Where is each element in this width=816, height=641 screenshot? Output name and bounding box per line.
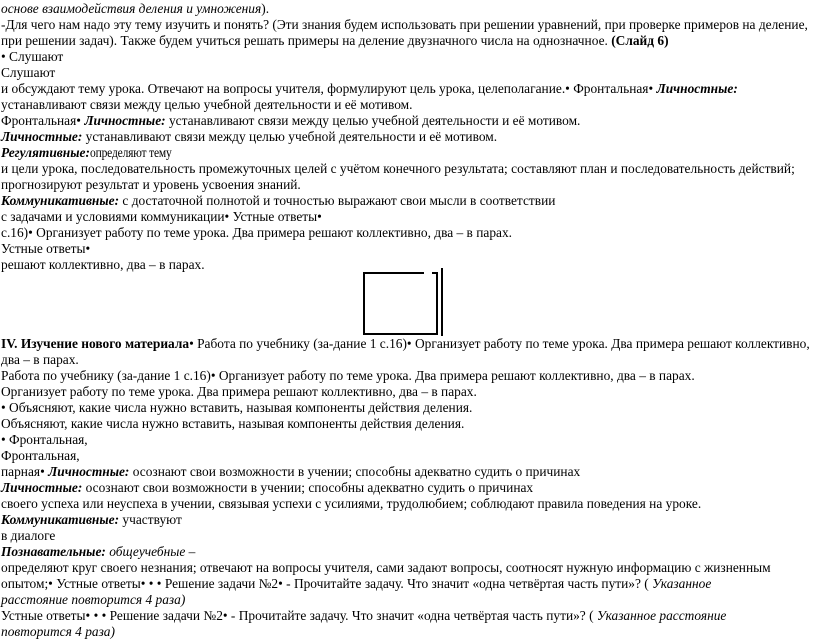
text-fragment: с задачами и условиями коммуникации• Устные ответы• — [1, 209, 322, 224]
empty-frame — [363, 272, 438, 335]
heading-fragment: Познавательные: — [1, 544, 106, 559]
text-fragment: и обсуждают тему урока. Отвечают на вопросы учителя, формулируют цель урока, целеполагание.• Фронтальная• — [1, 81, 657, 96]
text-line — [1, 496, 701, 513]
text-fragment: устанавливают связи между целью учебной деятельности и её мотивом. — [82, 129, 498, 144]
text-line — [1, 448, 80, 465]
italic-fragment: повторится 4 раза) — [1, 624, 115, 639]
text-fragment: ). — [261, 1, 270, 16]
slide-reference: (Слайд 6) — [611, 33, 669, 48]
italic-fragment: общеучебные — [105, 544, 186, 559]
text-fragment: в диалоге — [1, 528, 56, 543]
italic-fragment: Указанное — [648, 576, 712, 591]
text-fragment: участвуют — [119, 512, 182, 527]
text-line — [1, 512, 182, 529]
text-line — [1, 17, 808, 34]
text-fragment: определяют круг своего незнания; отвечают на вопросы учителя, сами задают вопросы, соотносят нужную информацию с жизненным — [1, 560, 771, 575]
text-fragment: – — [185, 544, 196, 559]
text-line — [1, 241, 90, 258]
italic-fragment: расстояние повторится 4 раза) — [1, 592, 186, 607]
text-line — [1, 257, 205, 274]
heading-fragment: Личностные: — [656, 81, 738, 96]
text-fragment: • Фронтальная, — [1, 432, 88, 447]
text-fragment: определяют тему — [89, 145, 172, 160]
heading-fragment: Личностные: — [48, 464, 130, 479]
text-line — [1, 464, 580, 481]
text-fragment: устанавливают связи между целью учебной деятельности и её мотивом. — [165, 113, 581, 128]
text-fragment: Устные ответы• • • Решение задачи №2• - Прочитайте задачу. Что значит «одна четвёртая часть пути»? ( — [1, 608, 594, 623]
text-line — [1, 352, 79, 369]
section-heading: IV. Изучение нового материала — [1, 336, 190, 351]
heading-fragment: Коммуникативные: — [1, 193, 120, 208]
text-line — [1, 368, 695, 385]
text-line — [1, 33, 669, 50]
text-fragment: два – в парах. — [1, 352, 79, 367]
text-fragment: -Для чего нам надо эту тему изучить и понять? (Эти знания будем использовать при решении уравнений, при проверке примеров на деление, — [1, 17, 808, 32]
text-fragment: Организует работу по теме урока. Два примера решают коллективно, два – в парах. — [1, 384, 477, 399]
text-line — [1, 560, 771, 577]
text-fragment: Слушают — [1, 65, 56, 80]
text-fragment: устанавливают связи между целью учебной деятельности и её мотивом. — [1, 97, 413, 112]
text-fragment: и цели урока, последовательность промежуточных целей с учётом конечного результата; составляют план и последовательность действий; — [1, 161, 795, 176]
text-line — [1, 336, 810, 353]
text-fragment: • Объясняют, какие числа нужно вставить, называя компоненты действия деления. — [1, 400, 473, 415]
heading-fragment: Личностные: — [1, 129, 83, 144]
text-fragment: парная• — [1, 464, 49, 479]
text-line — [1, 97, 412, 114]
text-line — [1, 1, 269, 18]
text-fragment: с.16)• Организует работу по теме урока. Два примера решают коллективно, два – в парах. — [1, 225, 513, 240]
text-fragment: решают коллективно, два – в парах. — [1, 257, 205, 272]
text-fragment: своего успеха или неуспеха в учении, связывая успехи с усилиями, трудолюбием; соблюдают правила поведения на уроке. — [1, 496, 702, 511]
text-line — [1, 145, 185, 162]
text-fragment: прогнозируют результат и уровень усвоения знаний. — [1, 177, 301, 192]
text-fragment: • Работа по учебнику (за-дание 1 с.16)• Организует работу по теме урока. Два примера решают коллективно, — [189, 336, 810, 351]
text-line — [1, 225, 512, 242]
heading-fragment: Личностные: — [1, 480, 83, 495]
text-fragment: Объясняют, какие числа нужно вставить, называя компоненты действия деления. — [1, 416, 465, 431]
text-line — [1, 544, 195, 561]
text-line — [1, 608, 726, 625]
text-line — [1, 65, 55, 82]
italic-fragment: основе взаимодействия деления и умножения — [1, 1, 262, 16]
text-fragment: Фронтальная, — [1, 448, 80, 463]
text-line — [1, 81, 738, 98]
text-fragment: осознают свои возможности в учении; способны адекватно судить о причинах — [82, 480, 534, 495]
text-fragment: • Слушают — [1, 49, 64, 64]
text-line — [1, 129, 497, 146]
text-line — [1, 416, 464, 433]
text-line — [1, 480, 533, 497]
text-fragment: Устные ответы• — [1, 241, 91, 256]
text-fragment: опытом;• Устные ответы• • • Решение задачи №2• - Прочитайте задачу. Что значит «одна четвёртая часть пути»? ( — [1, 576, 649, 591]
italic-fragment: Указанное расстояние — [593, 608, 727, 623]
text-line — [1, 49, 63, 66]
heading-fragment: Регулятивные: — [1, 145, 90, 160]
text-fragment: при решении задач). Также будем учиться решать примеры на деление двузначного числа на однозначное. — [1, 33, 612, 48]
heading-fragment: Личностные: — [84, 113, 166, 128]
text-line — [1, 209, 322, 226]
frame-side-line — [441, 268, 443, 336]
text-fragment: Работа по учебнику (за-дание 1 с.16)• Организует работу по теме урока. Два примера решают коллективно, два – в парах. — [1, 368, 695, 383]
text-line — [1, 432, 88, 449]
text-line — [1, 193, 555, 210]
text-line — [1, 113, 580, 130]
text-fragment: Фронтальная• — [1, 113, 85, 128]
text-line — [1, 400, 472, 417]
text-fragment: с достаточной полнотой и точностью выражают свои мысли в соответствии — [119, 193, 556, 208]
frame-gap — [424, 268, 432, 274]
text-line — [1, 528, 55, 545]
text-line — [1, 592, 185, 609]
text-line — [1, 161, 795, 178]
heading-fragment: Коммуникативные: — [1, 512, 120, 527]
text-fragment: осознают свои возможности в учении; способны адекватно судить о причинах — [129, 464, 581, 479]
text-line — [1, 177, 301, 194]
text-line — [1, 576, 711, 593]
text-line — [1, 384, 477, 401]
